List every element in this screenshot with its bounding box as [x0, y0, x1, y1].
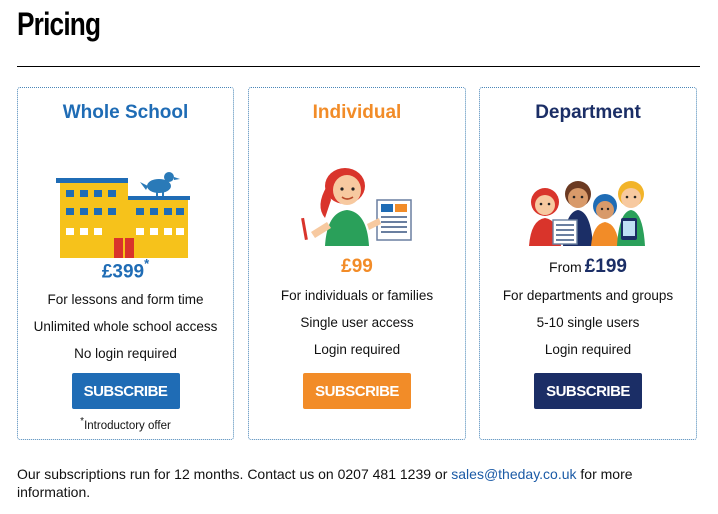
price-department [480, 256, 696, 278]
footnote-asterisk: * [80, 416, 85, 427]
plan-card-department [479, 87, 697, 440]
subscribe-button-individual[interactable]: SUBSCRIBE [303, 373, 411, 409]
introductory-offer-note [18, 416, 233, 432]
plan-title-whole-school: Whole School [62, 102, 189, 123]
subscribe-button-department[interactable]: SUBSCRIBE [534, 373, 642, 409]
feature-item: For individuals or families [280, 288, 434, 303]
sales-email-link[interactable]: sales@theday.co.uk [451, 466, 577, 482]
feature-item: Single user access [300, 315, 414, 330]
plan-title-individual: Individual [312, 102, 402, 123]
price-asterisk: * [144, 256, 150, 271]
title-divider [17, 66, 700, 67]
feature-item: Login required [544, 342, 632, 357]
price-prefix: From [549, 259, 582, 275]
price-individual [249, 256, 465, 278]
contact-info [17, 465, 657, 501]
contact-text-after: for more information. [17, 466, 633, 500]
plan-card-whole-school [17, 87, 234, 440]
feature-item: No login required [74, 346, 177, 361]
group-of-students-icon [480, 146, 696, 246]
price-value: £99 [341, 256, 373, 277]
feature-item: Login required [313, 342, 401, 357]
price-value: £399 [101, 261, 145, 283]
plan-title-department: Department [535, 102, 641, 123]
subscribe-button-whole-school[interactable]: SUBSCRIBE [72, 373, 180, 409]
feature-item: Unlimited whole school access [33, 319, 218, 334]
price-value: £199 [584, 256, 627, 277]
feature-item: For lessons and form time [47, 292, 204, 307]
feature-item: 5-10 single users [536, 315, 640, 330]
girl-reading-newspaper-icon [249, 146, 465, 246]
page-title: Pricing [17, 6, 101, 42]
school-building-bird-icon [18, 146, 233, 258]
plan-card-individual [248, 87, 466, 440]
contact-text-before: Our subscriptions run for 12 months. Contact us on 0207 481 1239 or [17, 466, 452, 482]
footnote-text: Introductory offer [84, 419, 171, 432]
feature-item: For departments and groups [502, 288, 674, 303]
price-whole-school [18, 258, 233, 283]
